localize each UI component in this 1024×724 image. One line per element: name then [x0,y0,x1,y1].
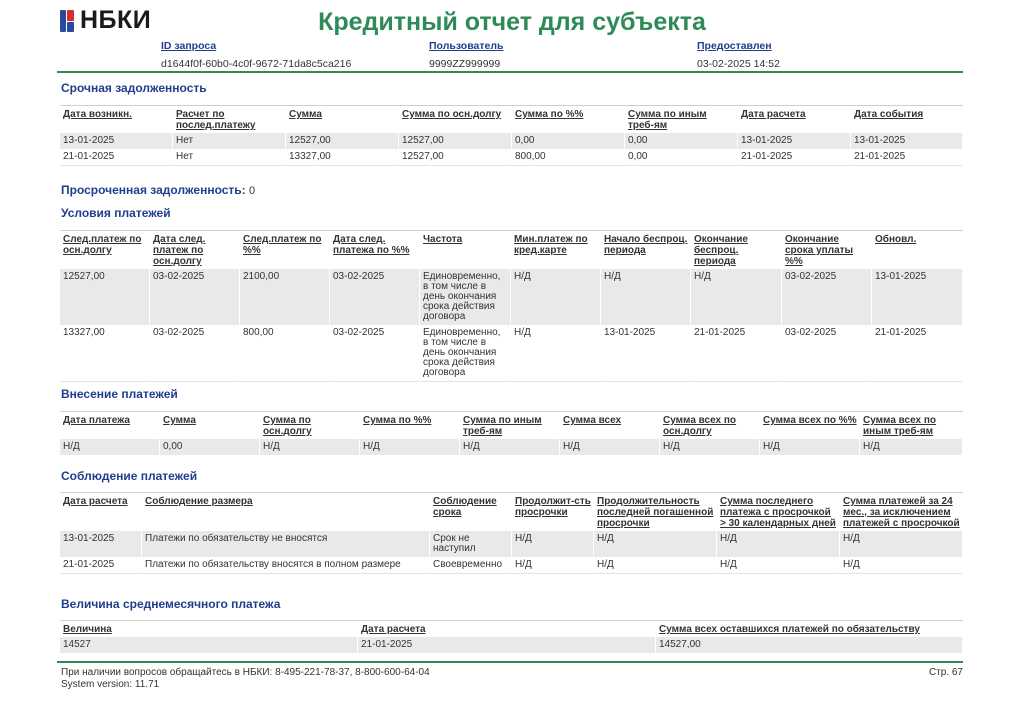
table-row [60,531,963,557]
table-cell: 12527,00 [399,149,512,166]
payments-table [60,411,963,455]
column-header: Сумма всех [560,411,660,439]
table-cell: Н/Д [512,531,594,557]
meta-key: ID запроса [161,40,217,52]
meta-user [429,40,503,70]
column-header: Окончание беспроц. периода [691,230,782,269]
table-cell: Н/Д [691,269,782,325]
meta-key: Пользователь [429,40,504,52]
section-title-payments: Внесение платежей [61,387,178,401]
column-header: Обновл. [872,230,963,269]
column-header: Сумма по осн.долгу [399,105,512,133]
payment-terms-table [60,230,963,382]
column-header: Дата платежа [60,411,160,439]
overdue-label: Просроченная задолженность: [61,183,246,197]
table-cell: 13-01-2025 [738,133,851,149]
table-cell: 13-01-2025 [872,269,963,325]
table-cell: 0,00 [160,439,260,455]
table-cell: Нет [173,133,286,149]
table-cell: 03-02-2025 [330,325,420,382]
table-cell: Н/Д [760,439,860,455]
table-cell: Нет [173,149,286,166]
column-header: Начало беспроц. периода [601,230,691,269]
section-title-compliance: Соблюдение платежей [61,469,198,483]
table-cell: 800,00 [512,149,625,166]
table-cell: 0,00 [625,149,738,166]
table-cell: 13-01-2025 [60,133,173,149]
table-cell: 21-01-2025 [691,325,782,382]
table-cell: Н/Д [560,439,660,455]
column-header: След.платеж по %% [240,230,330,269]
table-cell: 14527,00 [656,637,963,653]
column-header: След.платеж по осн.долгу [60,230,150,269]
table-cell: Платежи по обязательству вносятся в полном размере [142,557,430,574]
table-cell: Н/Д [840,531,963,557]
table-cell: 21-01-2025 [872,325,963,382]
table-cell: 21-01-2025 [851,149,963,166]
column-header: Дата след. платеж по осн.долгу [150,230,240,269]
column-header: Расчет по послед.платежу [173,105,286,133]
table-cell: Н/Д [717,557,840,574]
column-header: Частота [420,230,511,269]
table-cell: Н/Д [717,531,840,557]
table-cell: 800,00 [240,325,330,382]
column-header: Продолжительность последней погашенной просрочки [594,492,717,531]
table-cell: 21-01-2025 [60,149,173,166]
table-cell: Н/Д [511,325,601,382]
column-header: Сумма всех по осн.долгу [660,411,760,439]
column-header: Дата след. платежа по %% [330,230,420,269]
footer [61,667,430,691]
section-title-average: Величина среднемесячного платежа [61,597,281,611]
column-header: Величина [60,620,358,637]
table-cell: 0,00 [625,133,738,149]
table-cell: Единовременно, в том числе в день окончания срока действия договора [420,325,511,382]
meta-value: d1644f0f-60b0-4c0f-9672-71da8c5ca216 [161,58,352,70]
table-cell: 12527,00 [60,269,150,325]
table-row [60,149,963,166]
table-cell: 12527,00 [286,133,399,149]
table-row [60,637,963,653]
page-number: Стр. 67 [928,667,963,678]
column-header: Сумма [286,105,399,133]
table-cell: Н/Д [360,439,460,455]
table-cell: 03-02-2025 [150,325,240,382]
table-cell: 13327,00 [60,325,150,382]
table-cell: Своевременно [430,557,512,574]
average-payment-table [60,620,963,653]
table-cell: Н/Д [860,439,963,455]
table-cell: Платежи по обязательству не вносятся [142,531,430,557]
footer-contact: При наличии вопросов обращайтесь в НБКИ: 8-495-221-78-37, 8-800-600-64-04 [61,667,430,678]
column-header: Продолжит-сть просрочки [512,492,594,531]
column-header: Сумма последнего платежа с просрочкой > 30 календарных дней [717,492,840,531]
table-cell: 21-01-2025 [60,557,142,574]
section-title-urgent: Срочная задолженность [61,81,207,95]
table-cell: Н/Д [594,531,717,557]
table-cell: 2100,00 [240,269,330,325]
table-cell: 13-01-2025 [851,133,963,149]
column-header: Сумма [160,411,260,439]
table-cell: Срок не наступил [430,531,512,557]
page-title: Кредитный отчет для субъекта [318,8,706,36]
column-header: Дата возникн. [60,105,173,133]
section-title-terms: Условия платежей [61,206,171,220]
table-cell: 13-01-2025 [60,531,142,557]
column-header: Дата события [851,105,963,133]
footer-version: System version: 11.71 [61,679,160,690]
overdue-value: 0 [249,185,256,197]
table-cell: 13-01-2025 [601,325,691,382]
table-header-row [60,230,963,269]
table-row [60,269,963,325]
table-row [60,557,963,574]
table-cell: 13327,00 [286,149,399,166]
table-cell: Н/Д [840,557,963,574]
table-cell: 03-02-2025 [782,325,872,382]
column-header: Дата расчета [60,492,142,531]
table-cell: 03-02-2025 [330,269,420,325]
meta-value: 03-02-2025 14:52 [697,58,780,70]
table-cell: 03-02-2025 [782,269,872,325]
table-cell: 14527 [60,637,358,653]
table-cell: Н/Д [60,439,160,455]
meta-request-id [161,40,351,70]
column-header: Соблюдение размера [142,492,430,531]
column-header: Сумма всех оставшихся платежей по обязательству [656,620,963,637]
table-cell: 21-01-2025 [358,637,656,653]
meta-value: 9999ZZ999999 [429,58,501,70]
table-cell: 21-01-2025 [738,149,851,166]
column-header: Дата расчета [738,105,851,133]
meta-provided [697,40,780,70]
urgent-debt-table [60,105,963,166]
table-cell: Н/Д [594,557,717,574]
table-cell: Н/Д [511,269,601,325]
table-cell: Н/Д [460,439,560,455]
column-header: Сумма по осн.долгу [260,411,360,439]
column-header: Сумма по иным треб-ям [625,105,738,133]
column-header: Соблюдение срока [430,492,512,531]
table-cell: Единовременно, в том числе в день окончания срока действия договора [420,269,511,325]
table-cell: Н/Д [512,557,594,574]
table-cell: Н/Д [660,439,760,455]
table-header-row [60,492,963,531]
table-row [60,325,963,382]
column-header: Сумма всех по иным треб-ям [860,411,963,439]
table-row [60,133,963,149]
table-cell: 0,00 [512,133,625,149]
table-cell: 03-02-2025 [150,269,240,325]
table-cell: 12527,00 [399,133,512,149]
column-header: Сумма по иным треб-ям [460,411,560,439]
table-header-row [60,411,963,439]
column-header: Сумма платежей за 24 мес., за исключением платежей с просрочкой [840,492,963,531]
logo-text: НБКИ [80,6,152,34]
table-header-row [60,105,963,133]
column-header: Мин.платеж по кред.карте [511,230,601,269]
header-divider [57,71,963,73]
footer-divider [57,661,963,663]
overdue-debt [61,183,255,197]
column-header: Сумма по %% [512,105,625,133]
column-header: Дата расчета [358,620,656,637]
table-cell: Н/Д [601,269,691,325]
meta-key: Предоставлен [697,40,772,52]
table-cell: Н/Д [260,439,360,455]
column-header: Сумма всех по %% [760,411,860,439]
table-header-row [60,620,963,637]
payment-compliance-table [60,492,963,574]
column-header: Окончание срока уплаты %% [782,230,872,269]
column-header: Сумма по %% [360,411,460,439]
table-row [60,439,963,455]
